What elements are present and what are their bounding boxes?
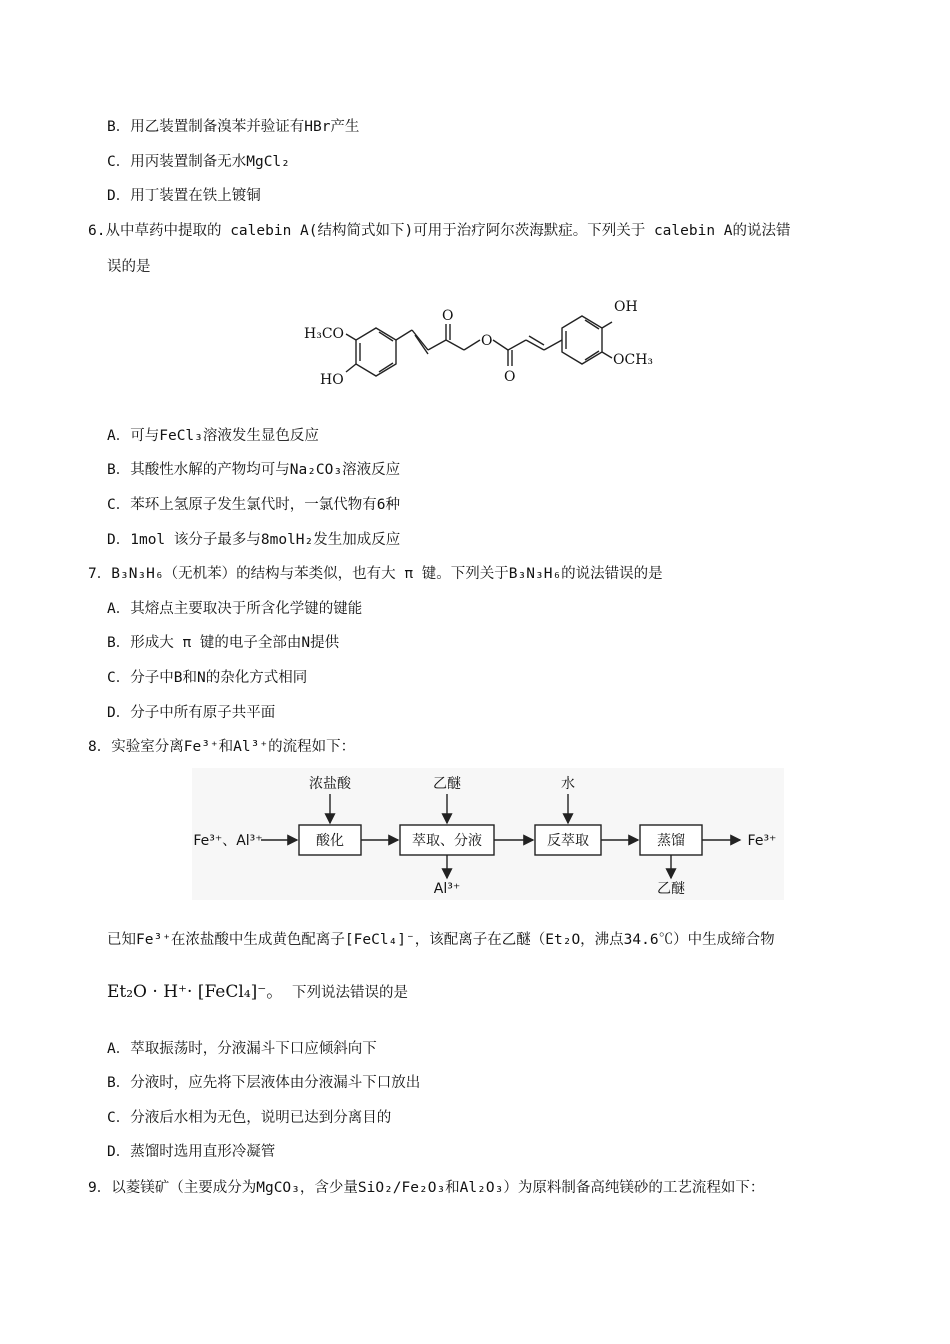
carbonyl-o-label: O: [504, 369, 516, 385]
q6-stem-cont: 误的是: [107, 259, 151, 275]
q7-stem: 7．B₃N₃H₆（无机苯）的结构与苯类似，也有大 π 键。下列关于B₃N₃H₆的说法错误的是: [88, 566, 663, 582]
q6-stem: 6.从中草药中提取的 calebin A(结构简式如下)可用于治疗阿尔茨海默症。下列关于 calebin A的说法错: [88, 223, 791, 239]
ester-o-label: O: [481, 333, 493, 349]
adduct-formula: Et₂O · H⁺· [FeCl₄]⁻。: [107, 982, 284, 1002]
flow-reagent-water: 水: [561, 776, 575, 792]
q6-option-b: B．其酸性水解的产物均可与Na₂CO₃溶液反应: [107, 462, 401, 478]
ho-label: HO: [320, 372, 344, 388]
q8-stem: 8．实验室分离Fe³⁺和Al³⁺的流程如下：: [88, 739, 356, 755]
oh-label: OH: [614, 299, 638, 315]
q8-option-b: B．分液时，应先将下层液体由分液漏斗下口放出: [107, 1075, 421, 1091]
q5-option-b: B．用乙装置制备溴苯并验证有HBr产生: [107, 119, 360, 135]
calebin-a-structure: [300, 288, 675, 403]
separation-flowchart: [192, 768, 784, 900]
q9-stem: 9．以菱镁矿（主要成分为MgCO₃，含少量SiO₂/Fe₂O₃和Al₂O₃）为原料制备高纯镁砂的工艺流程如下：: [88, 1180, 765, 1196]
flow-step-extract: 萃取、分液: [412, 833, 482, 849]
h3co-label: H₃CO: [304, 326, 345, 342]
q5-option-d: D．用丁装置在铁上镀铜: [107, 188, 261, 204]
q6-option-d: D．1mol 该分子最多与8molH₂发生加成反应: [107, 532, 401, 548]
q6-option-c: C．苯环上氢原子发生氯代时，一氯代物有6种: [107, 497, 400, 513]
q7-option-d: D．分子中所有原子共平面: [107, 705, 276, 721]
ketone-o-label: O: [442, 308, 454, 324]
q8-info: 已知Fe³⁺在浓盐酸中生成黄色配离子[FeCl₄]⁻，该配离子在乙醚（Et₂O，沸点34.6℃）中生成缔合物: [107, 932, 775, 948]
flow-step-acidify: 酸化: [316, 833, 344, 849]
q8-option-c: C．分液后水相为无色，说明已达到分离目的: [107, 1110, 392, 1126]
flow-output-ether: 乙醚: [657, 881, 685, 897]
flow-output-fe: Fe³⁺: [747, 833, 777, 849]
q8-info-cont: [107, 983, 408, 1002]
q7-option-c: C．分子中B和N的杂化方式相同: [107, 670, 308, 686]
q7-option-a: A．其熔点主要取决于所含化学键的键能: [107, 601, 363, 617]
q8-option-d: D．蒸馏时选用直形冷凝管: [107, 1144, 276, 1160]
flow-reagent-hcl: 浓盐酸: [309, 776, 351, 792]
flow-step-back-extract: 反萃取: [547, 833, 589, 849]
q8-option-a: A．萃取振荡时，分液漏斗下口应倾斜向下: [107, 1041, 377, 1057]
flow-input: Fe³⁺、Al³⁺: [193, 833, 263, 849]
q6-option-a: A．可与FeCl₃溶液发生显色反应: [107, 428, 319, 444]
flow-reagent-ether: 乙醚: [433, 776, 461, 792]
q8-question: 下列说法错误的是: [291, 985, 408, 1001]
q7-option-b: B．形成大 π 键的电子全部由N提供: [107, 635, 340, 651]
och3-label: OCH₃: [613, 352, 654, 368]
q5-option-c: C．用丙装置制备无水MgCl₂: [107, 154, 290, 170]
flow-output-al: Al³⁺: [433, 881, 461, 897]
flow-step-distill: 蒸馏: [657, 833, 685, 849]
